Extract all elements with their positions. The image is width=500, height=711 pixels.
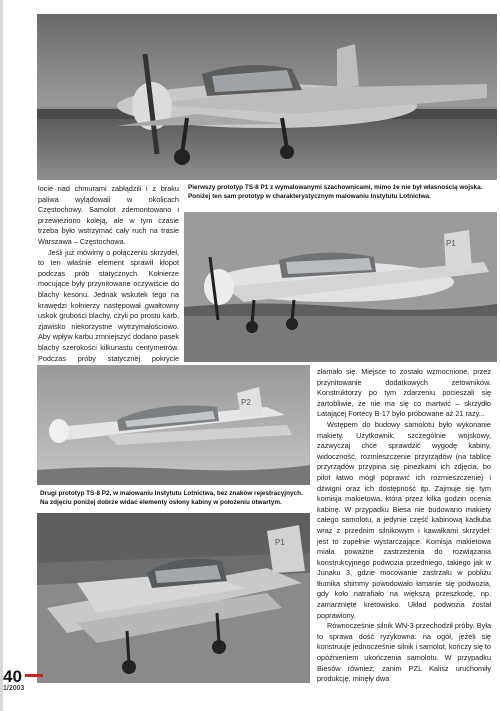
svg-text:P1: P1 [275, 538, 285, 547]
photo-ts8-p2-flight [37, 365, 310, 485]
photo-ts8-p1-institute [184, 212, 497, 362]
text-column-left [38, 184, 179, 385]
paragraph: Równocześnie silnik WN-3 przechodził próby. Była to sprawa dość ryzykowna: na ogół, jeżeli się konstruuje jednocześnie silnik i samolot, kończy się to opóźnieniem ukończenia samolotu. W przypadku Biesów również; zanim PZL Kalisz uruchomiły produkcję, minęły dwa [317, 621, 491, 684]
photo-ts8-p1-ground [37, 14, 497, 180]
svg-text:P2: P2 [241, 398, 251, 407]
scan-edge [0, 0, 3, 711]
paragraph: złamało się. Miejsce to zostało wzmocnione, przez przynitowanie dodatkowych zetowników. Konstruktorzy po tym zdarzeniu pocieszali się żartobliwie, że nie ma się co martwić – skrzydło Latającej Fortecy B-17 było próbowane aż 21 razy... [317, 367, 491, 419]
paragraph: locie nad chmurami zabłądzili i z braku paliwa wylądowali w okolicach Częstochowy. Samolot zdemontowano i przewieziono koleją, ale w tym czasie trzeba było wstrzymać cały ruch na trasie Warszawa – Częstochowa. [38, 184, 179, 246]
paragraph: Jeśli już mówimy o połączeniu skrzydeł, to ten właśnie element sprawił kłopot podczas prób statycznych. Kołnierze mocujące były przynitowane oczywiście do blachy kesonu. Jednak wskutek tego na krawędzi kołnierzy następował gwałtowny uskok grubości blachy, czyli po prostu karb, zjawisko niekorzystne wytrzymałościowo. Aby wpływ karbu zmniejszyć dodano pasek blachy szerokości kilkunastu centymetrów. Podczas próby statycznej pokrycie [38, 247, 179, 363]
issue-number: 1/2003 [3, 685, 25, 692]
page-number: 40 [3, 667, 22, 686]
caption-top: Pierwszy prototyp TS-8 P1 z wymalowanymi szachownicami, mimo że nie był własnością wojska. Poniżej ten sam prototyp w charakterystycznym malowaniu Instytutu Lotnictwa. [188, 184, 483, 201]
photo-ts8-canopy-open [37, 513, 310, 683]
svg-text:P1: P1 [446, 239, 456, 248]
text-column-right [317, 367, 491, 685]
caption-middle: Drugi prototyp TS-8 P2, w malowaniu Instytutu Lotnictwa, bez znaków rejestracyjnych. Na zdjęciu poniżej dobrze widać elementy osłony kabiny w położeniu otwartym. [40, 490, 303, 507]
page-number-block [3, 668, 24, 693]
paragraph: Wstępem do budowy samolotu było wykonanie makiety. Użytkownik, szczególnie wojskowy, zazwyczaj chce sprawdzić wygodę kabiny, widoczność, rozmieszczenie przyrządów (na tablicę przyrządów przypina się pinezkami ich zdjęcia, bo pilot łatwo mógł poprawić ich rozmieszczenie) i dźwigni oraz ich dostępność itp. Zajmuje się tym komisja makietowa, która przez kilka godzin ocenia kabinę. W przypadku Biesa nie budowano makiety całego samolotu, a jedynie część kabinową kadłuba wraz z przednim silnikowym i kawałkami skrzydeł: jest to zupełnie wystarczające. Komisja makietowa miała poważne zastrzeżenia do rozwiązania konstrukcyjnego podwozia przedniego, takiego jak w Junaku 3, gdzie mocowanie zastrzału w pobliżu tłumika shimmy powodowało łamanie się podwozia, gdy koło natrafiało na większą przeszkodę, np. zamarznięte kretowisko. Układ podwozia został poprawiony. [317, 419, 491, 620]
accent-bar [25, 674, 43, 677]
